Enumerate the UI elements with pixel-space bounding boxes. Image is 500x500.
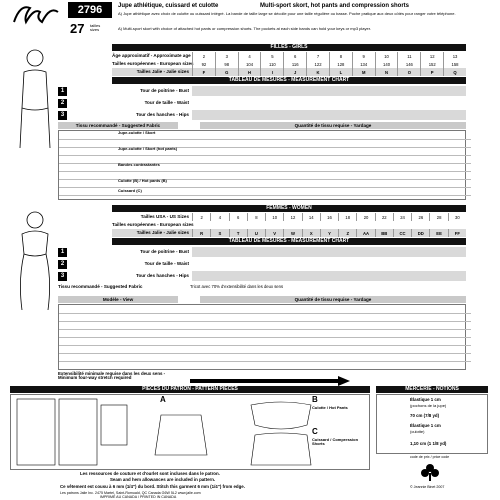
women-waist-row	[112, 259, 466, 269]
yardage-row-5: Cuissard (C)	[118, 188, 142, 193]
notions-bar: MERCERIE - NOTIONS	[376, 386, 488, 393]
women-euro-row	[112, 221, 466, 229]
women-size-row	[112, 229, 466, 237]
desc-en: A) Multi-sport skort with choice of attached hot pants or compression shorts. The pockets at each side bands can hold your keys or mp3 player.	[118, 26, 371, 31]
usa-size-cell: 20	[356, 213, 374, 221]
girls-size-cell: J	[283, 68, 306, 76]
girls-size-cell: I	[260, 68, 283, 76]
girls-waist-label: Tour de taille - Waist	[144, 99, 189, 105]
women-size-cell: R	[192, 229, 210, 237]
girls-bust-label: Tour de poitrine - Bust	[140, 87, 189, 93]
step-1-women: 1	[58, 248, 67, 257]
girls-size-cell: Q	[443, 68, 466, 76]
women-hip-row	[112, 271, 466, 281]
women-size-cell: W	[283, 229, 301, 237]
step-2: 2	[58, 99, 67, 108]
girls-size-cell: P	[420, 68, 443, 76]
usa-label: Tailles USA - US Sizes	[140, 213, 189, 219]
age-cell: 3	[215, 52, 238, 60]
euro-size-cell: 134	[352, 60, 375, 68]
age-cell: 2	[192, 52, 215, 60]
elastic-qty-2: 1,10 cm (1 1/8 yd)	[410, 441, 447, 446]
pattern-number: 2796	[68, 2, 112, 18]
usa-size-cell: 18	[338, 213, 356, 221]
women-size-cell: AA	[356, 229, 374, 237]
girls-size-cell: L	[329, 68, 352, 76]
women-euro-label: Tailles européennes - European sizes	[112, 221, 194, 227]
usa-size-cell: 12	[283, 213, 301, 221]
step-2-women: 2	[58, 260, 67, 269]
usa-size-cell: 22	[375, 213, 393, 221]
women-size-cell: EE	[429, 229, 447, 237]
price-code-icon	[420, 462, 440, 482]
girls-size-cell: H	[238, 68, 261, 76]
girls-size-cell: M	[352, 68, 375, 76]
sizes-count: 27	[70, 21, 85, 36]
women-size-cell: U	[247, 229, 265, 237]
copyright: © Jeannie Binet 2007	[410, 485, 445, 489]
women-size-cell: V	[265, 229, 283, 237]
women-size-cell: FF	[448, 229, 466, 237]
cuissard-label: Cuissard / Compression Shorts	[312, 437, 359, 446]
euro-size-cell: 122	[306, 60, 329, 68]
women-size-cell: T	[229, 229, 247, 237]
usa-size-cell: 6	[229, 213, 247, 221]
euro-size-cell: 128	[329, 60, 352, 68]
girls-chart-bar: TABLEAU DE MESURES - MEASUREMENT CHART	[112, 77, 466, 84]
women-size-cell: X	[302, 229, 320, 237]
girls-size-cell: O	[397, 68, 420, 76]
age-cell: 7	[306, 52, 329, 60]
women-bar: FEMMES - WOMEN	[112, 205, 466, 212]
women-hip-label: Tour des hanches - Hips	[135, 272, 189, 278]
yardage-row-3: Bandes contrastantes	[118, 162, 160, 167]
stretch-label: Extensibilité minimale requise dans les deux sens - Minimum four-way stretch required	[58, 371, 166, 381]
girls-size-cell: N	[375, 68, 398, 76]
culotte-label: Culotte / Hot Pants	[312, 405, 348, 410]
usa-size-cell: 28	[429, 213, 447, 221]
title-en: Multi-sport skort, hot pants and compression shorts	[260, 3, 410, 9]
step-3-women: 3	[58, 272, 67, 281]
women-bust-row	[112, 247, 466, 257]
euro-size-cell: 140	[375, 60, 398, 68]
usa-size-cell: 4	[210, 213, 228, 221]
age-cell: 6	[283, 52, 306, 60]
age-cell: 11	[397, 52, 420, 60]
girls-bust-row	[112, 86, 466, 96]
yardage-row-1: Jupe-culotte / Skort	[118, 130, 156, 135]
women-size-cell: S	[210, 229, 228, 237]
desc-fr: A) Jupe athlétique avec choix de culotte ou cuissard intégré. La bande de taille large se décolle pour une taille régulière ou basse. Poche pratique aux deux côtés pour ranger votre téléphone.	[118, 11, 456, 16]
euro-size-cell: 92	[192, 60, 215, 68]
girls-size-cell: K	[306, 68, 329, 76]
elastic-2-sub: (culotte)	[410, 429, 425, 434]
women-model-label: Modèle - View	[58, 296, 178, 303]
elastic-1: Élastique 1 cm	[410, 397, 441, 402]
view-b-label: B	[312, 395, 318, 404]
women-chart-bar: TABLEAU DE MESURES - MEASUREMENT CHART	[112, 238, 466, 245]
step-3: 3	[58, 111, 67, 120]
euro-size-cell: 110	[260, 60, 283, 68]
age-cell: 8	[329, 52, 352, 60]
women-fabric-text: Tricot avec 70% d'extensibilité dans les deux sens	[190, 284, 284, 289]
usa-row	[112, 213, 466, 221]
age-cell: 12	[420, 52, 443, 60]
women-size-cell: DD	[411, 229, 429, 237]
elastic-2: Élastique 1 cm	[410, 423, 441, 428]
girls-hip-row	[112, 110, 466, 120]
girls-fabric-label: Tissu recommandé - Suggested Fabric	[58, 122, 178, 129]
usa-size-cell: 14	[302, 213, 320, 221]
age-cell: 13	[443, 52, 466, 60]
girls-bar: FILLES - GIRLS	[112, 44, 466, 51]
yardage-row-2: Jupe-culotte / Skort (hot pants)	[118, 146, 178, 151]
women-yardage-bar: Quantité de tissu requise - Yardage	[200, 296, 466, 303]
girls-hip-label: Tour des hanches - Hips	[135, 111, 189, 117]
elastic-qty-1: 70 cm (7/8 yd)	[410, 413, 440, 418]
euro-size-cell: 146	[397, 60, 420, 68]
seam-note-en: Seam and hem allowances are included in pattern.	[110, 477, 216, 482]
women-size-cell: Z	[338, 229, 356, 237]
women-fabric-label: Tissu recommandé - Suggested Fabric	[58, 284, 143, 289]
seam-note-fr: Les ressources de couture et d'ourlet sont incluses dans le patron.	[80, 471, 220, 476]
age-cell: 4	[238, 52, 261, 60]
euro-row	[112, 60, 466, 68]
euro-label: Tailles européennes - European sizes	[112, 60, 194, 66]
elastic-1-sub: (pochons de la jupe)	[410, 403, 447, 408]
stretch-arrow	[190, 373, 350, 383]
girls-size-cell: G	[215, 68, 238, 76]
women-size-cell: BB	[375, 229, 393, 237]
women-bust-label: Tour de poitrine - Bust	[140, 248, 189, 254]
euro-size-cell: 152	[420, 60, 443, 68]
brand-logo	[6, 2, 64, 28]
printed-line: IMPRIMÉ AU CANADA / PRINTED IN CANADA	[100, 495, 177, 499]
stitch-note: Ce vêtement est cousu à 6 mm (1/4") du bord. Stitch this garment 6 mm (1/4") from edge.	[60, 484, 245, 489]
pieces-bar: PIÈCES DU PATRON - PATTERN PIECES	[10, 386, 370, 393]
price-code-label: code de prix / price code	[410, 455, 450, 459]
euro-size-cell: 158	[443, 60, 466, 68]
women-yardage-table	[58, 304, 466, 370]
girl-figure	[10, 48, 60, 158]
women-size-cell: Y	[320, 229, 338, 237]
euro-size-cell: 98	[215, 60, 238, 68]
usa-size-cell: 24	[393, 213, 411, 221]
usa-size-cell: 30	[448, 213, 466, 221]
girls-yardage-bar: Quantité de tissu requise - Yardage	[200, 122, 466, 129]
view-a-label: A	[160, 395, 166, 404]
title-fr: Jupe athlétique, cuissard et culotte	[118, 3, 219, 9]
age-row	[112, 52, 466, 60]
woman-figure	[10, 210, 60, 320]
step-1: 1	[58, 87, 67, 96]
girls-size-row	[112, 68, 466, 76]
sizes-label: tailles sizes	[90, 23, 101, 32]
women-size-label: Tailles Jalie - Jalie sizes	[136, 229, 189, 235]
age-label: Âge approximatif - Approximate age	[112, 52, 191, 58]
company-line: Les patrons Jalie Inc. 2475 Martel, Saint-Romuald, QC Canada G6W 5L2 www.jalie.com	[60, 491, 201, 495]
age-cell: 5	[260, 52, 283, 60]
age-cell: 9	[352, 52, 375, 60]
yardage-row-4: Culotte (B) / Hot pants (B)	[118, 178, 167, 183]
age-cell: 10	[375, 52, 398, 60]
girls-size-cell: F	[192, 68, 215, 76]
girls-waist-row	[112, 98, 466, 108]
usa-size-cell: 2	[192, 213, 210, 221]
usa-size-cell: 10	[265, 213, 283, 221]
view-c-label: C	[312, 427, 318, 436]
usa-size-cell: 16	[320, 213, 338, 221]
usa-size-cell: 26	[411, 213, 429, 221]
euro-size-cell: 116	[283, 60, 306, 68]
women-waist-label: Tour de taille - Waist	[144, 260, 189, 266]
women-size-cell: CC	[393, 229, 411, 237]
girls-size-label: Tailles Jalie - Jalie sizes	[136, 68, 189, 74]
usa-size-cell: 8	[247, 213, 265, 221]
euro-size-cell: 104	[238, 60, 261, 68]
